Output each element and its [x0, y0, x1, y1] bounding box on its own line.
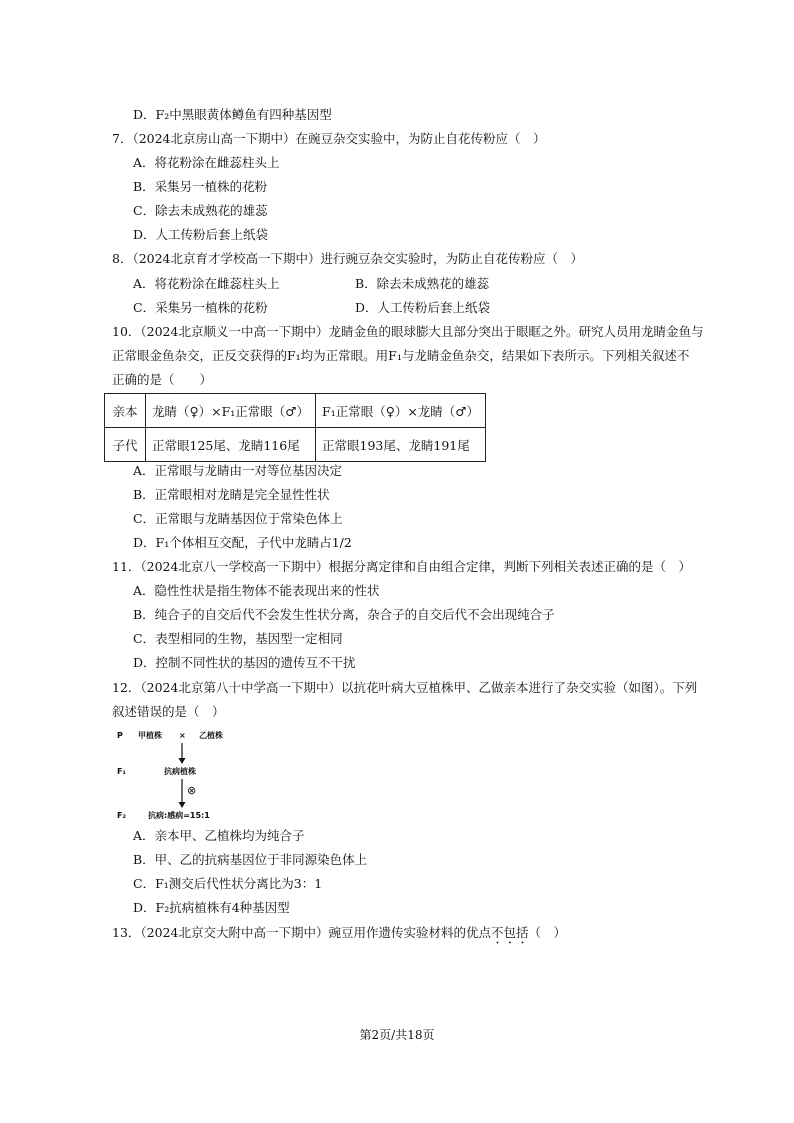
- q13-stem-suffix: （ ）: [528, 925, 566, 940]
- q10-stem-line3: 正确的是（ ）: [112, 372, 213, 387]
- q11-stem: 11．（2024北京八一学校高一下期中）根据分离定律和自由组合定律，判断下列相关表述正确的是（ ）: [112, 559, 691, 574]
- q12-option-c: C．F₁测交后代性状分离比为3：1: [133, 876, 323, 891]
- q8-option-d: D．人工传粉后套上纸袋: [355, 300, 491, 315]
- arrow-head-icon: [179, 802, 186, 808]
- f2-ratio-label: 抗病:感病=15:1: [148, 811, 210, 820]
- q10-results-table: [104, 393, 486, 462]
- parent-a-label: 甲植株: [138, 731, 162, 740]
- cross-sign: ×: [179, 731, 186, 740]
- q11-option-b: B．纯合子的自交后代不会发生性状分离，杂合子的自交后代不会出现纯合子: [133, 607, 555, 622]
- q12-option-d: D．F₂抗病植株有4种基因型: [133, 900, 290, 915]
- q7-option-b: B．采集另一植株的花粉: [133, 179, 268, 194]
- table-row: [105, 428, 486, 462]
- q10-option-c: C．正常眼与龙睛基因位于常染色体上: [133, 511, 343, 526]
- q7-option-a: A．将花粉涂在雌蕊柱头上: [133, 155, 280, 170]
- table-cell: F₁正常眼（♀）×龙睛（♂）: [316, 394, 486, 428]
- q6-option-d: D．F₂中黑眼黄体鳟鱼有四种基因型: [133, 107, 332, 122]
- q7-stem: 7．（2024北京房山高一下期中）在豌豆杂交实验中，为防止自花传粉应（ ）: [112, 131, 546, 146]
- q8-stem: 8．（2024北京育才学校高一下期中）进行豌豆杂交实验时，为防止自花传粉应（ ）: [112, 251, 584, 266]
- table-cell: 子代: [105, 428, 146, 462]
- f2-label: F₂: [117, 811, 126, 820]
- q8-option-c: C．采集另一植株的花粉: [133, 300, 268, 315]
- table-cell: 正常眼193尾、龙睛191尾: [316, 428, 486, 462]
- q12-option-b: B．甲、乙的抗病基因位于非同源染色体上: [133, 852, 368, 867]
- table-cell: 龙睛（♀）×F₁正常眼（♂）: [146, 394, 316, 428]
- q11-option-d: D．控制不同性状的基因的遗传互不干扰: [133, 655, 356, 670]
- q8-option-b: B．除去未成熟花的雄蕊: [355, 276, 490, 291]
- arrow-head-icon: [179, 758, 186, 764]
- q10-stem-line1: 10．（2024北京顺义一中高一下期中）龙睛金鱼的眼球膨大且部分突出于眼眶之外。研究人员用龙睛金鱼与: [112, 324, 704, 339]
- q7-option-c: C．除去未成熟花的雄蕊: [133, 203, 268, 218]
- p-label: P: [117, 731, 123, 740]
- q11-option-c: C．表型相同的生物，基因型一定相同: [133, 631, 343, 646]
- q12-stem-line2: 叙述错误的是（ ）: [112, 704, 225, 719]
- q13-stem: [112, 924, 566, 947]
- q8-option-a: A．将花粉涂在雌蕊柱头上: [133, 276, 280, 291]
- q10-option-b: B．正常眼相对龙睛是完全显性性状: [133, 487, 330, 502]
- f1-plant-label: 抗病植株: [164, 767, 196, 776]
- q10-stem-line2: 正常眼金鱼杂交，正反交获得的F₁均为正常眼。用F₁与龙睛金鱼杂交，结果如下表所示。下列相关叙述不: [112, 348, 690, 363]
- q7-option-d: D．人工传粉后套上纸袋: [133, 227, 269, 242]
- self-cross-icon: ⊗: [187, 784, 197, 797]
- q10-option-d: D．F₁个体相互交配，子代中龙睛占1/2: [133, 535, 352, 550]
- table-cell: 正常眼125尾、龙睛116尾: [146, 428, 316, 462]
- page-footer: 第2页/共18页: [359, 1028, 435, 1042]
- q11-option-a: A．隐性性状是指生物体不能表现出来的性状: [133, 583, 380, 598]
- cross-diagram: [112, 727, 272, 823]
- q12-option-a: A．亲本甲、乙植株均为纯合子: [133, 828, 305, 843]
- q13-stem-prefix: 13．（2024北京交大附中高一下期中）豌豆用作遗传实验材料的优点: [112, 925, 491, 940]
- table-row: [105, 394, 486, 428]
- parent-b-label: 乙植株: [199, 731, 223, 740]
- q10-option-a: A．正常眼与龙睛由一对等位基因决定: [133, 463, 343, 478]
- f1-label: F₁: [117, 767, 126, 776]
- table-cell: 亲本: [105, 394, 146, 428]
- q13-emphasis: 不包括: [490, 925, 529, 940]
- q12-stem-line1: 12．（2024北京第八十中学高一下期中）以抗花叶病大豆植株甲、乙做亲本进行了杂交实验（如图）。下列: [112, 680, 698, 695]
